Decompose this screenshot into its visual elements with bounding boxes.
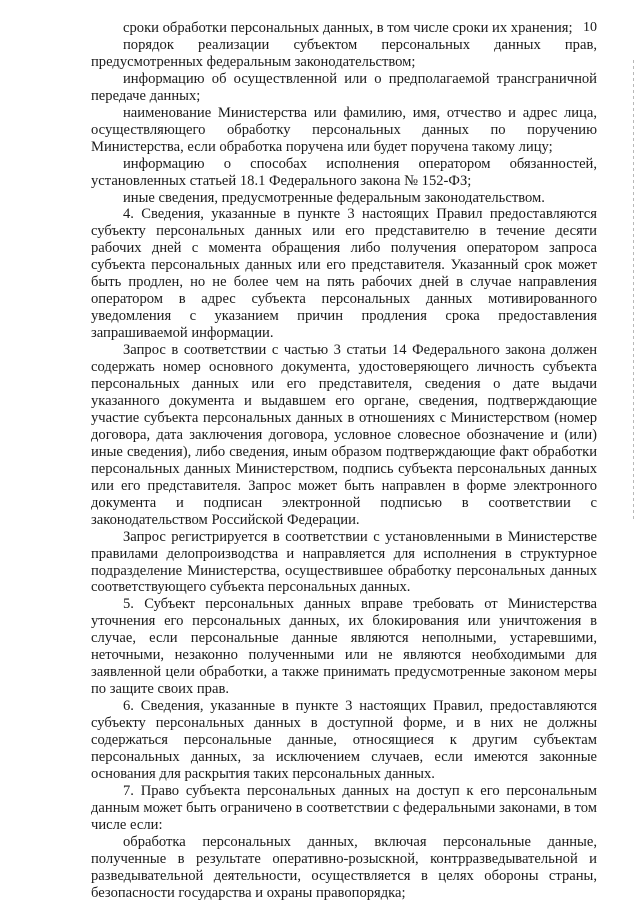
paragraph: информацию о способах исполнения оператором обязанностей, установленных статьей 18.1 Федерального закона № 152-ФЗ; (91, 155, 597, 189)
document-body (91, 20, 597, 902)
paragraph: 6. Сведения, указанные в пункте 3 настоящих Правил, предоставляются субъекту персональных данных в доступной форме, и в них не должны содержаться персональные данные, относящиеся к другим субъектам персональных данных, за исключением случаев, если имеются законные основания для раскрытия таких персональных данных. (91, 698, 597, 782)
paragraph: информацию об осуществленной или о предполагаемой трансграничной передаче данных; (91, 70, 597, 104)
paragraph: обработка персональных данных, включая персональные данные, полученные в результате оперативно-розыскной, контрразведывательной и разведывательной деятельности, осуществляется в целях обороны страны, безопасности государства и охраны правопорядка; (91, 833, 597, 901)
scan-margin-marks (633, 60, 634, 520)
paragraph: 4. Сведения, указанные в пункте 3 настоящих Правил предоставляются субъекту персональных данных или его представителю в течение десяти рабочих дней с момента обращения либо получения оператором запроса субъекта персональных данных или его представителя. Указанный срок может быть продлен, но не более чем на пять рабочих дней в случае направления оператором в адрес субъекта персональных данных мотивированного уведомления с указанием причин продления срока предоставления запрашиваемой информации. (91, 206, 597, 342)
paragraph: иные сведения, предусмотренные федеральным законодательством. (123, 189, 545, 206)
paragraph: Запрос в соответствии с частью 3 статьи 14 Федерального закона должен содержать номер основного документа, удостоверяющего личность субъекта персональных данных или его представителя, сведения о дате выдачи указанного документа и выдавшем его органе, сведения, подтверждающие участие субъекта персональных данных в отношениях с Министерством (номер договора, дата заключения договора, условное словесное обозначение и (или) иные сведения), либо сведения, иным образом подтверждающие факт обработки персональных данных Министерством, подпись субъекта персональных данных или его представителя. Запрос может быть направлен в форме электронного документа и подписан электронной подписью в соответствии с законодательством Российской Федерации. (91, 342, 597, 528)
paragraph: наименование Министерства или фамилию, имя, отчество и адрес лица, осуществляющего обработку персональных данных по поручению Министерства, если обработка поручена или будет поручена такому лицу; (91, 104, 597, 155)
paragraph: порядок реализации субъектом персональных данных прав, предусмотренных федеральным законодательством; (91, 36, 597, 70)
paragraph: 5. Субъект персональных данных вправе требовать от Министерства уточнения его персональных данных, их блокирования или уничтожения в случае, если персональные данные являются неполными, устаревшими, неточными, незаконно полученными или не являются необходимыми для заявленной цели обработки, а также принимать предусмотренные законом меры по защите своих прав. (91, 596, 597, 698)
page-number: 10 (583, 20, 597, 35)
paragraph: Запрос регистрируется в соответствии с установленными в Министерстве правилами делопроизводства и направляется для исполнения в структурное подразделение Министерства, осуществившее обработку персональных данных соответствующего субъекта персональных данных. (91, 528, 597, 596)
paragraph: 7. Право субъекта персональных данных на доступ к его персональным данным может быть ограничено в соответствии с федеральными законами, в том числе если: (91, 782, 597, 833)
paragraph: сроки обработки персональных данных, в том числе сроки их хранения; (123, 20, 573, 36)
